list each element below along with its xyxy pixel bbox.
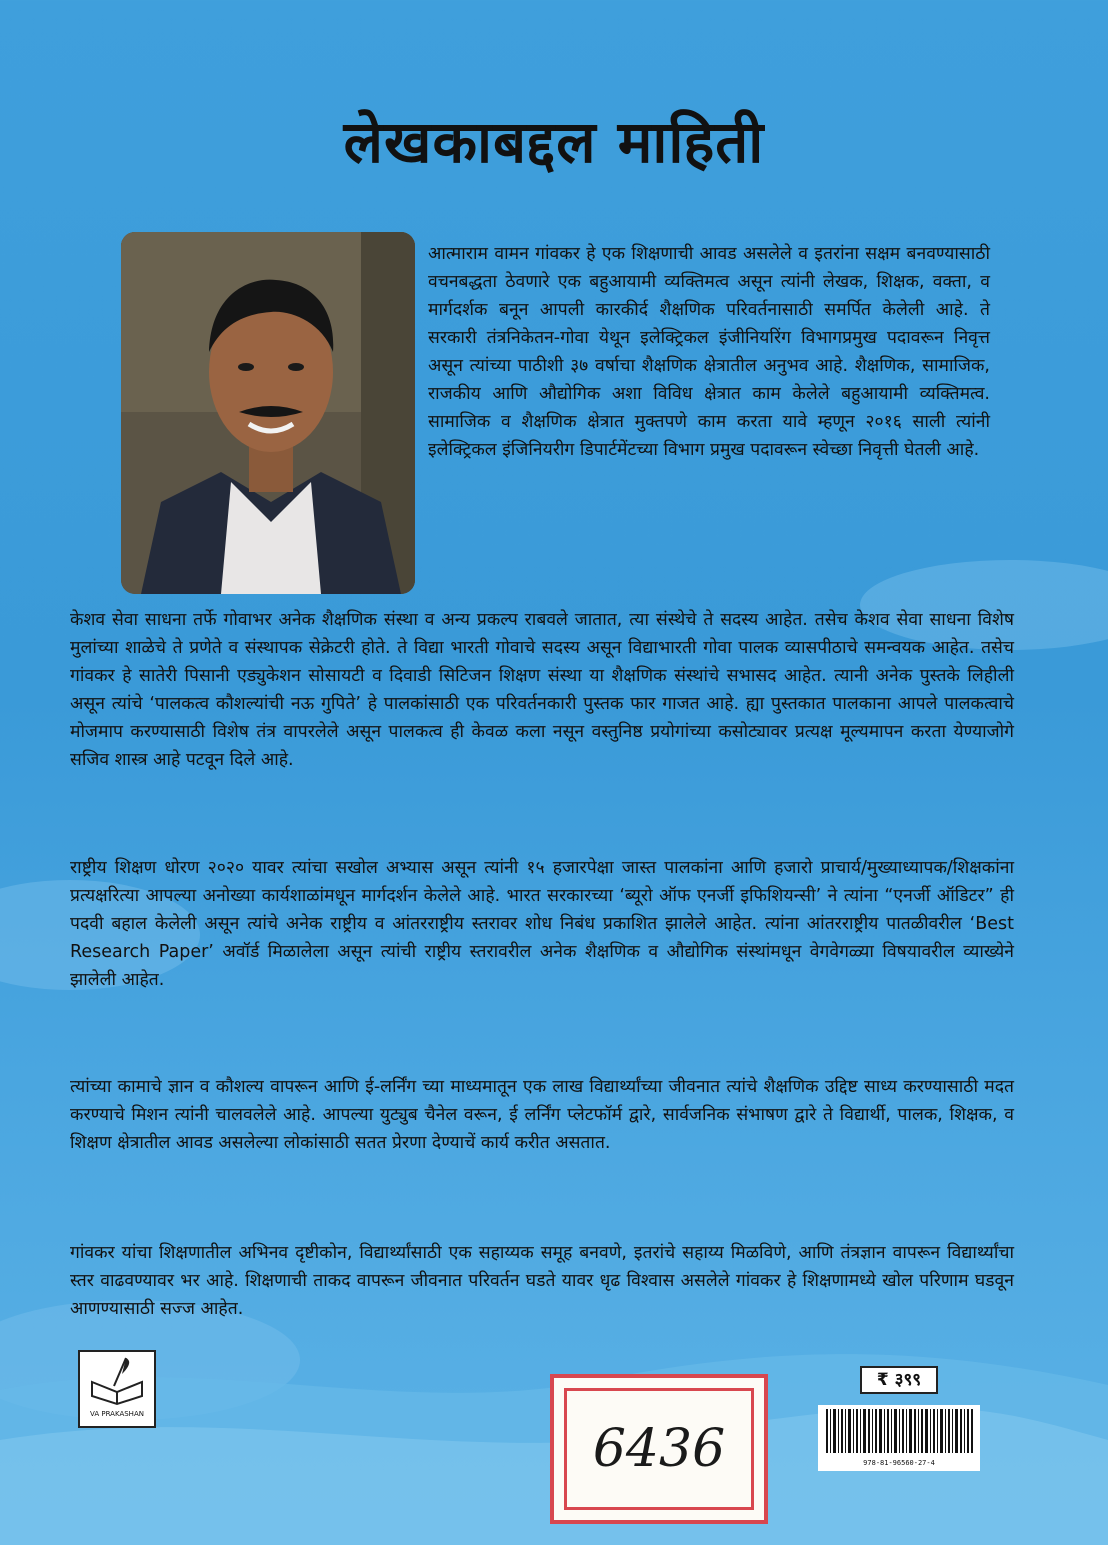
author-bio-paragraph: गांवकर यांचा शिक्षणातील अभिनव दृष्टीकोन, विद्यार्थ्यांसाठी एक सहाय्यक समूह बनवणे, इतरांचे सहाय्य मिळविणे, आणि तंत्रज्ञान वापरून विद्यार्थ्यांचा स्तर वाढवण्यावर भर आहे. शिक्षणाची ताकद वापरून जीवनात परिवर्तन घडते यावर धृढ विश्वास असलेले गांवकर हे शिक्षणामध्ये खोल परिणाम घडवून आणण्यासाठी सज्ज आहेत. xyxy=(70,1243,1014,1319)
publisher-logo xyxy=(78,1350,156,1428)
author-photo xyxy=(121,232,415,594)
isbn-barcode xyxy=(818,1405,980,1471)
library-stamp xyxy=(550,1374,768,1524)
book-quill-icon xyxy=(82,1352,152,1408)
barcode-bars xyxy=(824,1409,974,1453)
author-bio-paragraph: राष्ट्रीय शिक्षण धोरण २०२० यावर त्यांचा सखोल अभ्यास असून त्यांनी १५ हजारपेक्षा जास्त पालकांना आणि हजारो प्राचार्य/मुख्याध्यापक/शिक्षकांना प्रत्यक्षरित्या आपल्या अनोख्या कार्यशाळांमधून मार्गदर्शन केलेले आहे. भारत सरकारच्या ‘ब्यूरो ऑफ एनर्जी इफिशियन्सी’ ने त्यांना “एनर्जी ऑडिटर” ही पदवी बहाल केलेली असून त्यांचे अनेक राष्ट्रीय व आंतरराष्ट्रीय स्तरावर शोध निबंध प्रकाशित झालेले आहेत. त्यांना आंतरराष्ट्रीय पातळीवरील ‘Best Research Paper’ अवॉर्ड मिळालेला असून त्यांची राष्ट्रीय स्तरावरील अनेक शैक्षणिक व औद्योगिक संस्थांमधून वेगवेगळ्या विषयावरील व्याख्येने झालेली आहेत. xyxy=(70,858,1014,990)
author-bio-paragraph: केशव सेवा साधना तर्फे गोवाभर अनेक शैक्षणिक संस्था व अन्य प्रकल्प राबवले जातात, त्या संस्थेचे ते सदस्य आहेत. तसेच केशव सेवा साधना विशेष मुलांच्या शाळेचे ते प्रणेते व संस्थापक सेक्रेटरी होते. ते विद्या भारती गोवाचे सदस्य असून विद्याभारती गोवा पालक व्यासपीठाचे समन्वयक आहेत. तसेच गांवकर हे सातेरी पिसानी एड्युकेशन सोसायटी व दिवाडी सिटिजन शिक्षण संस्था या शैक्षणिक संस्थांचे सभासद आहेत. त्यानी अनेक पुस्तके लिहीली असून त्यांचे ‘पालकत्व कौशल्यांची नऊ गुपिते’ हे पालकांसाठी एक परिवर्तनकारी पुस्तक फार गाजत आहे. ह्या पुस्तकात पालकाना आपले पालकत्वाचे मोजमाप करण्यासाठी विशेष तंत्र वापरलेले असून पालकत्व ही केवळ कला नसून वस्तुनिष्ठ प्रयोगांच्या कसोट्यावर प्रत्यक्ष मूल्यमापन करता येण्याजोगे सजिव शास्त्र आहे पटवून दिले आहे. xyxy=(70,610,1014,770)
price-tag: ₹ ३९९ xyxy=(860,1366,938,1394)
stamp-number: 6436 xyxy=(564,1388,754,1510)
page-title: लेखकाबद्दल माहिती xyxy=(343,108,765,176)
author-bio-paragraph: आत्माराम वामन गांवकर हे एक शिक्षणाची आवड असलेले व इतरांना सक्षम बनवण्यासाठी वचनबद्धता ठेवणारे एक बहुआयामी व्यक्तिमत्व असून त्यांनी लेखक, शिक्षक, वक्ता, व मार्गदर्शक बनून आपली कारकीर्द शैक्षणिक परिवर्तनासाठी समर्पित केलेली आहे. ते सरकारी तंत्रनिकेतन-गोवा येथून इलेक्ट्रिकल इंजीनियरिंग विभागप्रमुख पदावरून निवृत्त असून त्यांच्या पाठीशी ३७ वर्षाचा शैक्षणिक क्षेत्रातील अनुभव आहे. शैक्षणिक, सामाजिक, राजकीय आणि औद्योगिक अशा विविध क्षेत्रात काम केलेले बहुआयामी व्यक्तिमत्व. सामाजिक व शैक्षणिक क्षेत्रात मुक्तपणे काम करता यावे म्हणून २०१६ साली त्यांनी इलेक्ट्रिकल इंजिनियरीग डिपार्टमेंटच्या विभाग प्रमुख पदावरून स्वेच्छा निवृत्ती घेतली आहे. xyxy=(428,244,990,460)
barcode-number: 978-81-96560-27-4 xyxy=(863,1459,935,1467)
author-bio-paragraph: त्यांच्या कामाचे ज्ञान व कौशल्य वापरून आणि ई-लर्निंग च्या माध्यमातून एक लाख विद्यार्थ्यांच्या जीवनात त्यांचे शैक्षणिक उद्दिष्ट साध्य करण्यासाठी मदत करण्याचे मिशन त्यांनी चालवलेले आहे. आपल्या युट्युब चैनेल वरून, ई लर्निंग प्लेटफॉर्म द्वारे, सार्वजनिक संभाषण द्वारे ते विद्यार्थी, पालक, शिक्षक, व शिक्षण क्षेत्रातील आवड असलेल्या लोकांसाठी सतत प्रेरणा देण्याचें कार्य करीत असतात. xyxy=(70,1077,1014,1153)
publisher-name: VA PRAKASHAN xyxy=(90,1410,144,1418)
